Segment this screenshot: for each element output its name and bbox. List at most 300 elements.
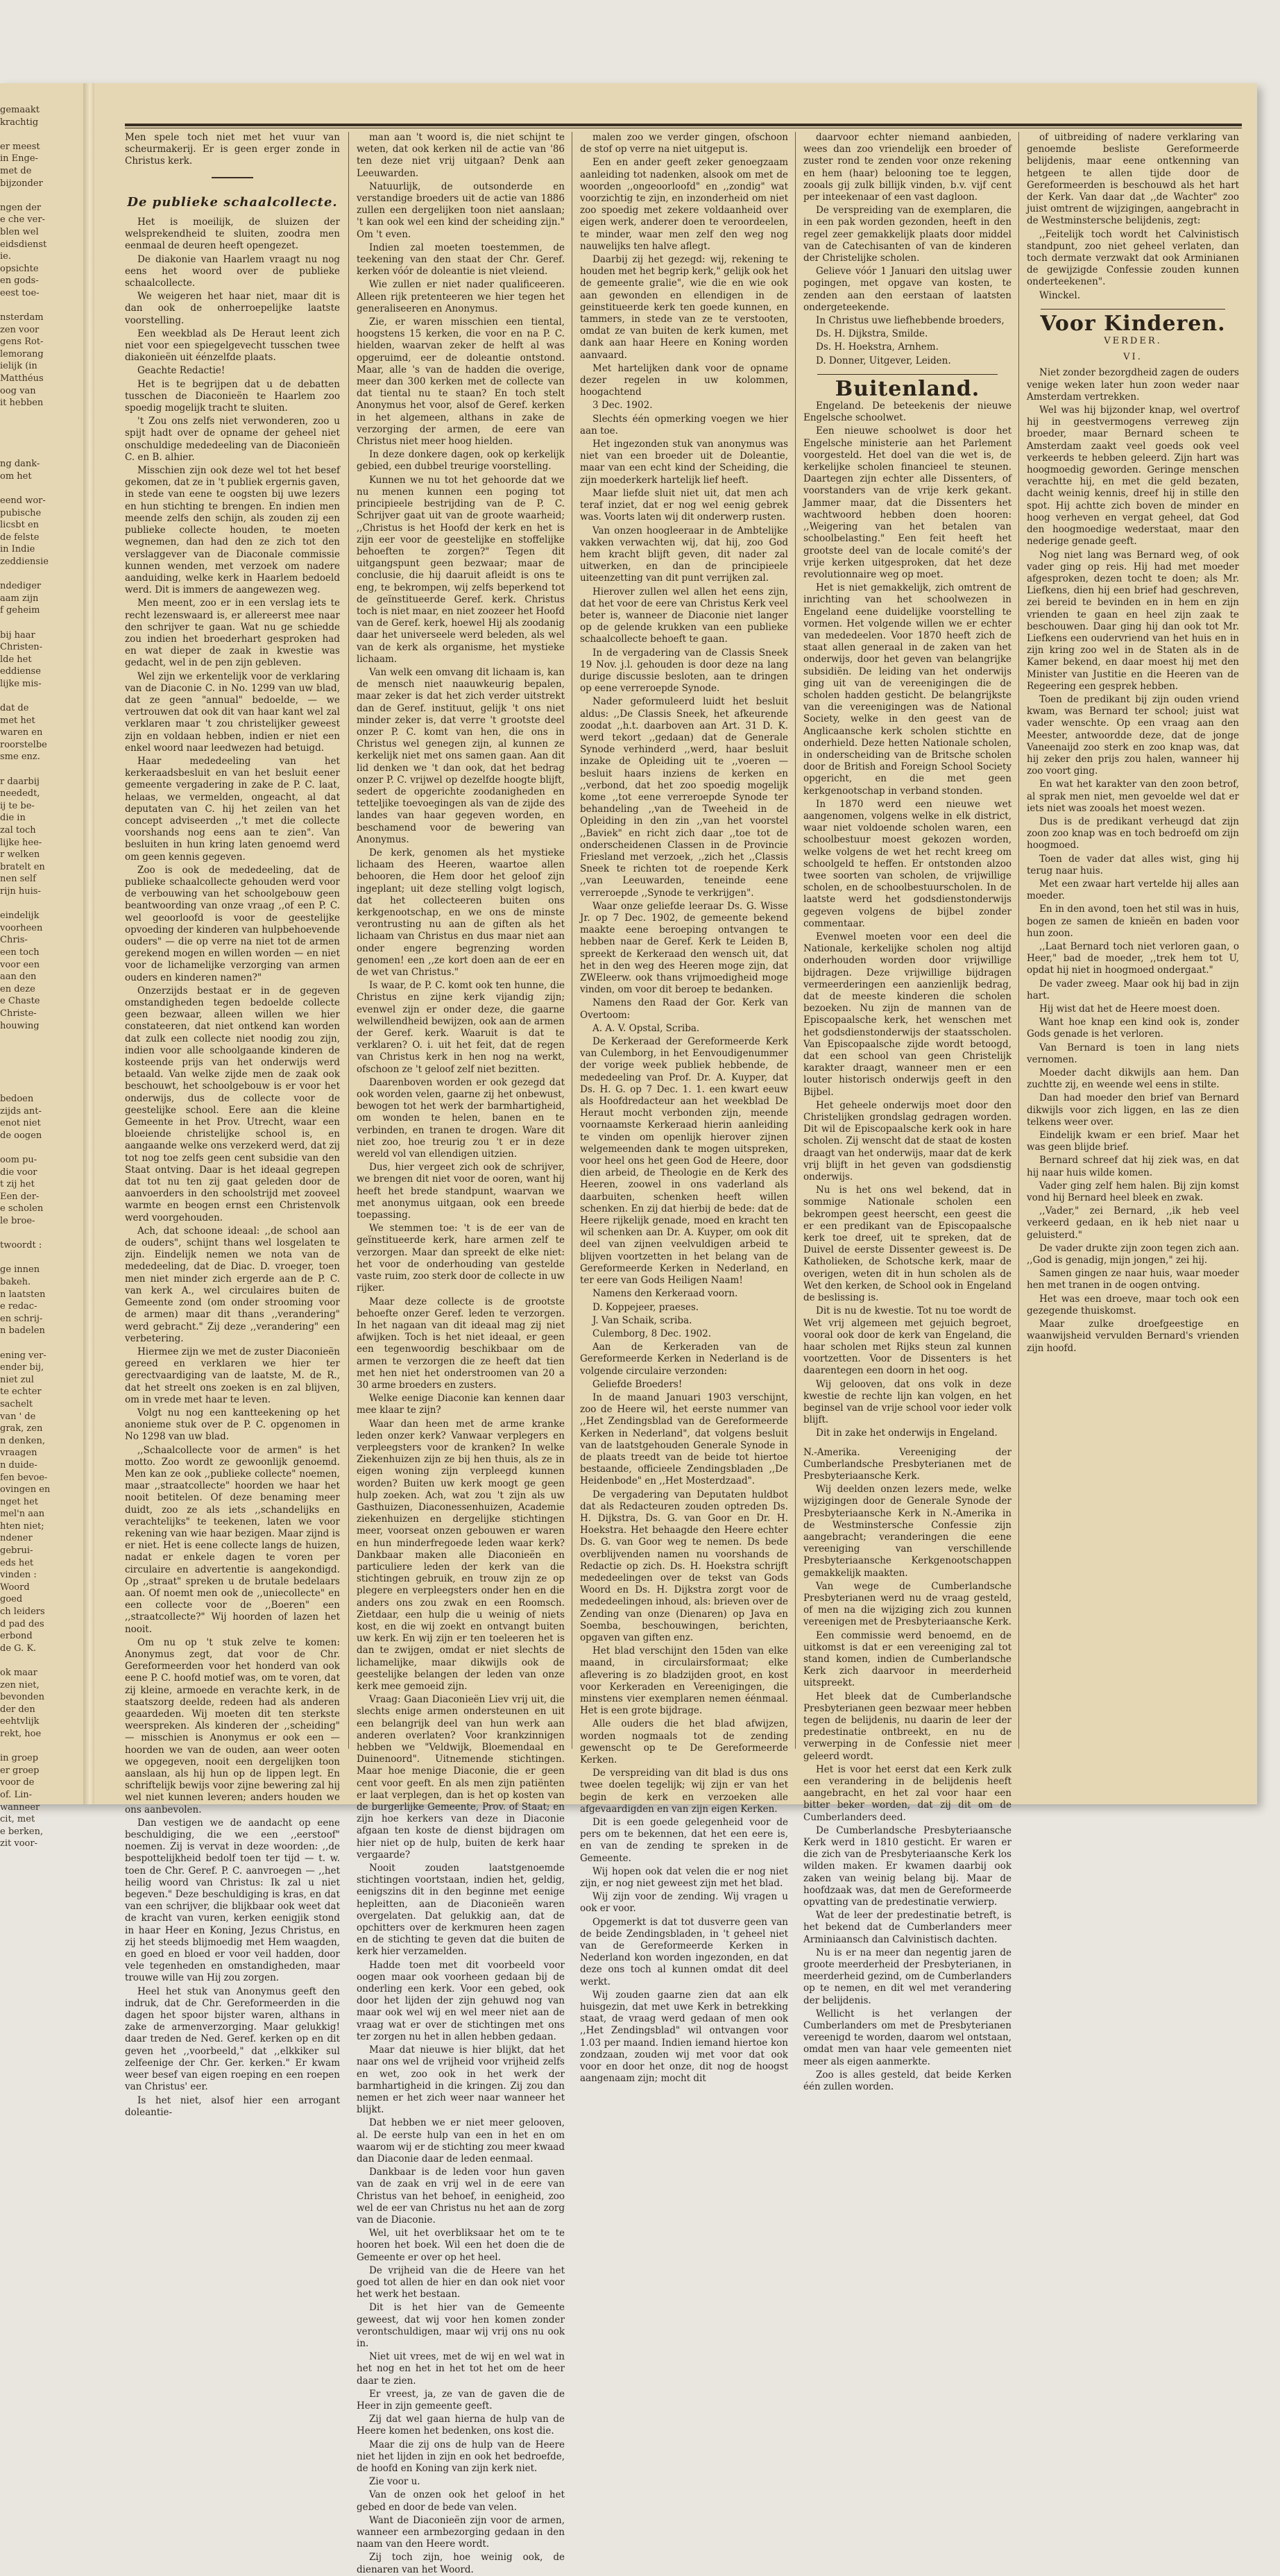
strip-line: neededt, <box>0 788 40 799</box>
paragraph: Is het niet, alsof hier een arrogant doleantie- <box>125 2094 340 2118</box>
strip-line: in groep <box>0 1753 39 1764</box>
paragraph: Toen de vader dat alles wist, ging hij terug naar huis. <box>1027 853 1239 876</box>
paragraph: Het bleek dat de Cumberlandsche Presbyterianen geen bezwaar meer hebben tegen de belijdenis, nu daarin de leer der predestinatie ontbreekt, en nu de verwerping in de Confessie niet meer geleerd wordt. <box>803 1690 1012 1762</box>
paragraph: We weigeren het haar niet, maar dit is dan ook de onherroepelijke laatste voorstelling. <box>125 291 340 326</box>
paragraph: Zoo is alles gesteld, dat beide Kerken één zullen worden. <box>803 2069 1012 2093</box>
intro-text: Men spele toch niet met het vuur van scheurmakerij. Er is geen erger zonde in Christus kerk. <box>125 132 340 167</box>
strip-line <box>0 434 82 446</box>
paragraph: We stemmen toe: 't is de eer van de geïnstitueerde kerk, hare armen zelf te verzorgen. Maar dan spreekt de elke niet: het voor de onderhouding van gestelde vaste ruim, zoo sterk door de collecte in uw rijker. <box>357 1223 565 1294</box>
serial-label: VERDER. <box>1104 336 1162 347</box>
chapter-number: VI. <box>1123 352 1143 363</box>
paragraph: De Cumberlandsche Presbyteriaansche Kerk werd in 1810 gesticht. Er waren er die zich van de Presbyteriaansche Kerk los wilden maken. Er kwamen daarbij ook zaken van weinig belang bij. Maar de hoofdzaak was, dat men de Gereformeerde opvatting van de predestinatie verwierp. <box>803 1824 1012 1908</box>
paragraph: Zoo is ook de mededeeling, dat de publieke schaalcollecte gehouden werd voor de verbouwing van het schoolgebouw geen beantwoording van onze vraag ,,of een P. C. wel geoorloofd is voor de geestelijke opvoeding der kinderen van hulpbehoevende ouders" — die op verre na niet tot de armen gerekend mogen en willen worden — en niet voor de lichamelijke verzorging van armen ouders en kinderen namen?" <box>125 864 340 983</box>
left-page-strip <box>0 104 82 1849</box>
strip-line: zit voor- <box>0 1838 37 1849</box>
paragraph: Van welk een omvang dit lichaam is, kan de mensch niet naauwkeurig bepalen, maar zeker is dat het zich verder uitstrekt dan de Geref. instituut, gelijk 't ons niet minder zeker is, dat verre 't grootste deel onzer P. C. komt van hen, die ons in Christus wel genegen zijn, al kunnen ze kerkelijk niet met ons samen gaan. Aan dit lid denken we 't dan ook, dat het bedrag onzer P. C. vrijwel op dezelfde hoogte blijft, sedert de opgerichte zoodanigheden en tetteljike toevoegingen als van de zijde des landes van haar gegeven worden, en beschamend voor de bewering van Anonymus. <box>357 666 565 845</box>
paragraph: Wel was hij bijzonder knap, wel overtrof hij in geestvermogens verreweg zijn broeder, maar Bernard scheen te Amsterdam zaakt veel goeds ook veel verkeerds te hebben geleerd. Zijn hart was hoogmoedig geworden. Geringe menschen verachtte hij, en met die geld bezaten, dacht weinig kennis, dreef hij in stille den spot. Hij achtte zich boven de minder en hoog verheven en vergat geheel, dat God den hoogmoedige wederstaat, maar den nederige genade geeft. <box>1027 405 1239 548</box>
paragraph: Er vreest, ja, ze van de gaven die de Heer in zijn gemeente geeft. <box>357 2388 565 2412</box>
strip-line: d pad des <box>0 1618 44 1629</box>
strip-line: enot niet <box>0 1118 41 1129</box>
strip-line: cit, met <box>0 1814 35 1825</box>
strip-line <box>0 421 82 434</box>
strip-line: voor de <box>0 1777 35 1788</box>
strip-line <box>0 1056 82 1069</box>
strip-line: eddiense <box>0 666 41 677</box>
strip-line: of. Lin- <box>0 1789 32 1800</box>
paragraph: Van onzen hoogleeraar in de Ambtelijke vakken verwachten wij, dat hij, zoo God hem kracht blijft geven, dit nader zal uitwerken, en dan de principieele uiteenzetting van dit punt verrijken zal. <box>580 525 788 584</box>
article-end <box>1027 132 1239 302</box>
paragraph: ,,Schaalcollecte voor de armen" is het motto. Zoo wordt ze gewoonlijk genoemd. Men kan ze ook ,,publieke collecte" noemen, maar ,,straatcollecte" hoorden we haar het nooit betitelen. Of deze benaming meer duidt, zoo ze als iets ,,schandelijks en verachtelijks" te teekenen, laten we voor rekening van wie haar bezigen. Maar zijnd is er niet. Het is eene collecte langs de huizen, nadat er enkele dagen te voren per circulaire en advertentie is aangekondigd. Op ,,straat" spreken u de brutale bedelaars aan. Of noemt men ook de ,,uniecollecte" en een collecte voor de ,,Boeren" een ,,straatcollecte?" Wij hoorden of lazen het nooit. <box>125 1444 340 1635</box>
strip-line: nsterdam <box>0 312 44 323</box>
paragraph: Ds. H. Hoekstra, Arnhem. <box>816 341 939 353</box>
strip-line: bevonden <box>0 1692 44 1703</box>
paragraph: D. Koppejeer, praeses. <box>592 1301 699 1313</box>
strip-line <box>0 568 82 581</box>
strip-line: r daarbij <box>0 776 40 787</box>
paragraph: De Kerkeraad der Gereformeerde Kerk van Culemborg, in het Eenvoudigenummer der vorige week publiek hebbende, de mededeeling van Prof. Dr. A. Kuyper, dat Ds. H. G. op 7 Dec. 1. 1. een kwart eeuw als Hoofdredacteur aan het weekblad De Heraut mocht verbonden zijn, meende voornaamste Kerkeraad hierin aanleiding te vinden om openlijk hierover zijnen welgemeenden dank te mogen uitspreken, voor heel ons het geen God de Heere, door dien arbeid, de Theologie en de Kerk des Heeren, zoowel in ons vaderland als daarbuiten, schenken heeft willen schenken. En zij dat hierbij de bede: dat de Heere rijkelijk genade, moed en kracht ten wil schenken aan Dr. A. Kuyper, om ook dit deel van zijnen veelvuldigen arbeid te blijven voortzetten in het belang van de Gereformeerde Kerken in Nederland, en ter eere van Gods Heiligen Naam! <box>580 1036 788 1287</box>
strip-line: bratelt en <box>0 861 45 872</box>
strip-line: aan den <box>0 972 37 983</box>
strip-line: ie. <box>0 251 11 262</box>
strip-line: voor een <box>0 959 40 970</box>
paragraph: malen zoo we verder gingen, ofschoon de stof op verre na niet uitgeput is. <box>580 132 788 155</box>
paragraph: In 1870 werd een nieuwe wet aangenomen, volgens welke in elk district, waar niet voldoende scholen waren, een schoolbestuur moest gekozen worden, welke volgens de wet het recht kreeg om schoolgeld te heffen. Er ontstonden alzoo twee soorten van scholen, de vrijwillige scholen, en de schoolbestuurscholen. In de laatste werd het godsdienstonderwijs gegeven volgens de bijbel zonder commentaar. <box>803 798 1012 929</box>
strip-line <box>0 1252 82 1264</box>
paragraph: Het geheele onderwijs moet door den Christelijken grondslag gedragen worden. Dit wil de Episcopaalsche kerk ook in hare scholen. Zij wenscht dat de staat de kosten draagt van het onderwijs, maar dat de kerk vrij blijft in het geven van godsdienstig onderwijs. <box>803 1099 1012 1183</box>
paragraph: Dit in zake het onderwijs in Engeland. <box>816 1427 998 1439</box>
strip-line: van ' de <box>0 1411 36 1422</box>
paragraph: Want hoe knap een kind ook is, zonder Gods genade is het verloren. <box>1027 1017 1239 1040</box>
paragraph: man aan 't woord is, die niet schijnt te weten, dat ook kerken nil de actie van '86 ten deze niet vrij uitgaan? Denk aan Leeuwarden. <box>357 132 565 179</box>
paragraph: Het is voor het eerst dat een Kerk zulk een verandering in de belijdenis heeft aangebracht, en het zal voor haar een bitter beker worden, dat zij dit om de Cumberlanders deed. <box>803 1763 1012 1823</box>
page-fold <box>83 83 94 1804</box>
strip-line: die in <box>0 813 26 824</box>
paragraph: Met een zwaar hart vertelde hij alles aan moeder. <box>1027 878 1239 902</box>
strip-line: er meest <box>0 141 40 152</box>
strip-line: er groep <box>0 1765 40 1776</box>
strip-line: lemorang <box>0 348 44 359</box>
section-heading-voor-kinderen: Voor Kinderen. <box>1040 311 1226 336</box>
paragraph: De verspreiding van dit blad is dus ons twee doelen tegelijk; wij zijn er van het begin de kerk en verzoeken alle afgevaardigden en van zijn eigen Kerken. <box>580 1768 788 1815</box>
paragraph: Een en ander geeft zeker genoegzaam aanleiding tot nadenken, alsook om met de woorden ,,ongeoorloofd" en ,,zondig" wat voorzichtig te zijn, en inzonderheid om niet zoo spoedig met zekere voldaanheid over eigen werk, anderer doen te veroordeelen, te minder, waar men zelf den weg nog nauwelijks ten halve aflegt. <box>580 157 788 252</box>
paragraph: Slechts één opmerking voegen we hier aan toe. <box>580 413 788 437</box>
strip-line: ok maar <box>0 1668 37 1678</box>
strip-line: de G. K. <box>0 1643 37 1654</box>
strip-line: Matthéus <box>0 373 44 384</box>
paragraph: Natuurlijk, de outsonderde en verstandige broeders uit de actie van 1886 zullen een dergelijken toon niet aanslaan; 't kan ook wel een kind der scheiding zijn." Om 't even. <box>357 180 565 240</box>
paragraph: Maar dat nieuwe is hier blijkt, dat het naar ons wel de vrijheid voor vrijheid zelfs en wet, zoo ook in het werk der barmhartigheid in die kringen. Zij zou dan nemen er het zich weer naar wanneer het blijkt. <box>357 2044 565 2116</box>
strip-line <box>0 128 82 141</box>
columns <box>125 132 1242 2575</box>
paragraph: Eindelijk kwam er een brief. Maar het was geen blijde brief. <box>1027 1130 1239 1153</box>
article-body <box>580 132 788 2085</box>
strip-line: oog van <box>0 385 36 396</box>
strip-line: bijzonder <box>0 178 43 189</box>
paragraph: Niet uit vrees, met de wij en wel wat in het nog en het in het tot het om de heer daar te zien. <box>357 2351 565 2387</box>
paragraph: Het is te begrijpen dat u de debatten tusschen de Diaconieën te Haarlem zoo spoedig mogelijk tracht te sluiten. <box>125 378 340 414</box>
strip-line: ch leiders <box>0 1607 45 1618</box>
paragraph: In Christus uwe liefhebbende broeders, <box>816 315 1005 327</box>
paragraph: A. A. V. Opstal, Scriba. <box>592 1022 700 1034</box>
paragraph: Het blad verschijnt den 15den van elke maand, in circulairsformaat; elke aflevering is zo bladzijden groot, en kost voor Kerkeraden en Vereenigingen, die minstens vier exemplaren nemen éénmaal. Het is een grote bijdrage. <box>580 1645 788 1717</box>
strip-line: sachelt <box>0 1398 33 1409</box>
strip-line: een toch <box>0 947 40 958</box>
paragraph: Wel, uit het overbliksaar het om te te hooren het boek. Wil een het doen die de Gemeente er over op het heel. <box>357 2228 565 2263</box>
paragraph: Wellicht is het verlangen der Cumberlanders om met de Presbyterianen vereenigd te worden, daarom wel ontstaan, omdat men van haar vele gemeenten niet meer als eigen aanmerkte. <box>803 2008 1012 2067</box>
paragraph: Indien zal moeten toestemmen, de teekening van den staat der Chr. Geref. kerken vóór de doleantie is niet vleiend. <box>357 242 565 278</box>
strip-line: ge innen <box>0 1264 40 1276</box>
paragraph: Dankbaar is de leden voor hun gaven van de zaak en vrij wel in de eere van Christus van het behoef, in eenigheid, zoo wel de eer van Christus nu het aan de zorg van de Diaconie. <box>357 2167 565 2226</box>
paragraph: Zie, er waren misschien een tiental, hoogstens 15 kerken, die voor en na P. C. hielden, waarvan zeker de helft al was opgeruimd, eer de doleantie ontstond. Maar, alle 's van de hadden die overige, meer dan 300 kerken met de collecte van dat tiental nu te staan? En toch stelt Anonymus het voor, alsof de Geref. kerken in het algemeen, althans in zake de verzorging der armen, de eere van Christus niet meer hoog hielden. <box>357 316 565 448</box>
article-body <box>803 400 1012 1439</box>
paragraph: Wij deelden onzen lezers mede, welke wijzigingen door de Generale Synode der Presbyteriaansche Kerk in N.-Amerika in de Westminstersche Confessie zijn aangebracht; veranderingen die eene vereeniging van verschillende Presbyteriaansche Kerkgenootschappen gemakkelijk maakten. <box>803 1484 1012 1579</box>
paragraph: Misschien zijn ook deze wel tot het besef gekomen, dat ze in 't publiek ergernis gaven, in stede van eene te oogsten bij uwe lezers en hun stichting te brengen. En indien men meende zelfs den schijn, als zouden zij een publieke collecte houden, te moeten wegnemen, dan had den ze zich tot den verslaggever van de Diaconale commissie kunnen wenden, met verzoek om nadere aanduiding, welke kerk in Haarlem bedoeld werd. Dit is immers de aangewezen weg. <box>125 465 340 596</box>
strip-line: zen niet, <box>0 1679 40 1690</box>
paragraph: Hij wist dat het de Heere moest doen. <box>1039 1003 1220 1015</box>
paragraph: Daarenboven worden er ook gezegd dat ook worden velen, gaarne zij het onbewust, bewogen tot het werk der barmhartigheid, om wonden te helen, banen en te verbinden, en tranen te drogen. Ware dit niet zoo, hoe treurig zou 't er in deze wereld vol van ellendigen uitzien. <box>357 1076 565 1160</box>
paragraph: Maar zulke droefgeestige en waanwijsheid vervulden Bernard's vrienden zijn hoofd. <box>1027 1319 1239 1354</box>
paragraph: ,,Laat Bernard toch niet verloren gaan, o Heer," bad de moeder, ,,trek hem tot U, opdat hij niet in hoogmoed ondergaat." <box>1027 941 1239 976</box>
strip-line: twoordt : <box>0 1240 42 1251</box>
strip-line: ngen der <box>0 202 42 213</box>
strip-line: ndediger <box>0 581 42 592</box>
strip-line: niet zul <box>0 1374 34 1385</box>
section-heading-buitenland: Buitenland. <box>835 376 980 401</box>
paragraph: Nooit zouden laatstgenoemde stichtingen voortstaan, indien het, geldig, eenigszins dit in den beginne met eenige hepleitten, aan de Diaconieën waren overgelaten. Dat gelukkig aan, dat de opchitters over de kerkmuren heen zagen en de stichting te geven dat die buiten de kerk hier verzamelden. <box>357 1863 565 1958</box>
strip-line: e che ver- <box>0 214 45 226</box>
strip-line <box>0 1069 82 1081</box>
article-body <box>803 1484 1012 2093</box>
strip-line: en gods- <box>0 276 39 287</box>
strip-line: en deze <box>0 983 35 994</box>
column-separator <box>1018 132 1019 1749</box>
ornament-dash <box>125 172 340 184</box>
paragraph: Wie zullen er niet nader qualificeeren. Alleen rijk pretenteeren we hier tegen het generaliseeren en Anonymus. <box>357 279 565 314</box>
paragraph: Geliefde Broeders! <box>592 1378 683 1390</box>
paragraph: Geachte Redactie! <box>137 365 225 377</box>
paragraph: Dit is een goede gelegenheid voor de pers om te bekennen, dat het een eere is, en van de zending te spreken in de Gemeente. <box>580 1817 788 1864</box>
strip-line <box>0 300 82 312</box>
paragraph: Met hartelijken dank voor de opname dezer regelen in uw kolommen, hoogachtend <box>580 362 788 398</box>
paragraph: Van Bernard is toen in lang niets vernomen. <box>1027 1042 1239 1065</box>
strip-line: it hebben <box>0 398 44 409</box>
paragraph: Maar deze collecte is de grootste behoefte onzer Geref. leden te verzorgen. In het nagaan van dit ideaal mag zij niet afwijken. Toch is het niet ideaal, er geen een tegenwoordig beschikbaar om de armen te verzorgen die ze heeft dat tien met hen niet het onderstroomen van 20 a 30 arme broeders en zusters. <box>357 1296 565 1391</box>
paragraph: Haar mededeeling van het kerkeraadsbesluit en van het besluit eener gemeente vergadering in zake de P. C. laat, helaas, we vermelden, ongeacht, al dat deputaten van C. hij het zeilen van het concept adviseerden ,,'t met die collecte voorshands nog eens aan te zien". Van besluiten in hun kring laten genoemd werd om geen kennis gegeven. <box>125 755 340 863</box>
paragraph: Nu is er na meer dan negentig jaren de groote meerderheid der Presbyterianen, in meerderheid gezind, om de Cumberlanders op te nemen, en dit wel met verandering der belijdenis. <box>803 1947 1012 2006</box>
strip-line: e scholen <box>0 1203 44 1214</box>
paragraph: Vraag: Gaan Diaconieën Liev vrij uit, die slechts enige armen ondersteunen en uit een belangrijk deel van hun werk aan anderen overlaten? Voor krankzinnigen hebben we "Veldwijk, Bloemendaal en Duinenoord". Uitnemende stichtingen. Maar hoe menige Diaconie, die er geen cent voor geeft. En als men zijn patiënten er laat verplegen, dan is het op kosten van de burgerlijke Gemeente, Prov. of Staat; en zijn hoe kerkers van deze in Diaconie afgaan ten koste de dienst bijdragen om hier niet op de hulp, buiten de kerk haar vergaarde? <box>357 1694 565 1861</box>
paragraph: De verspreiding van de exemplaren, die in een pak worden gezonden, heeft in den regel zeer gemakkelijk plaats door middel van de Catechisanten of van de kinderen der Christelijke scholen. <box>803 205 1012 264</box>
strip-line: t zij het <box>0 1179 35 1190</box>
strip-line: eest toe- <box>0 287 40 298</box>
strip-line: e Chaste <box>0 996 40 1007</box>
strip-line: opsichte <box>0 263 39 274</box>
strip-line: ielijk (in <box>0 361 37 372</box>
paragraph: Toen de predikant bij zijn ouden vriend kwam, was Bernard ter school; juist wat vader wenschte. Op een vraag aan den Meester, antwoordde deze, dat de jonge Vaneenaijd zoo sterk en zoo knap was, dat hij zeker den prijs zou halen, wanneer hij zoo voort ging. <box>1027 693 1239 777</box>
strip-line: oom pu- <box>0 1155 37 1166</box>
paragraph: De vergadering van Deputaten huldbot dat als Redacteuren zouden optreden Ds. H. Dijkstra, Ds. G. van Goor en Dr. H. Hoekstra. Het behaagde den Heere echter Ds. G. van Goor weg te nemen. Ds bede overblijvenden namen nu voorshands de Redactie op zich. Ds. H. Hoekstra schrijft mededeelingen over de tekst van Gods Woord en Ds. H. Dijkstra zorgt voor de mededeelingen inhoud, als: brieven over de Zending van onze (Dienaren) op Java en Soemba, beschouwingen, berichten, opgaven van giften enz. <box>580 1489 788 1643</box>
strip-line: nen self <box>0 874 36 885</box>
strip-line: e berken, <box>0 1826 44 1837</box>
paragraph: Is waar, de P. C. komt ook ten hunne, die Christus en zijne kerk vijandig zijn; evenwel zijn er onder deze, die gaarne welwillendheid bewijzen, ook aan de armen der Geref. kerk. Waaruit is dat te verklaren? O. i. uit het feit, dat de regen van Christus kerk in hen nog na werkt, ofschoon ze 't geloof zelf niet bezitten. <box>357 980 565 1075</box>
paragraph: Wel zijn we erkentelijk voor de verklaring van de Diaconie C. in No. 1299 van uw blad, dat ze geen "annual" bedoelde, — we vertrouwen dat ook dit van haar kant wel zal verklaren maar 't zou christelijker geweest zijn en voldaan hebben, indien er niet een enkel woord naar leedwezen had betuigd. <box>125 670 340 754</box>
subheading: N.-Amerika. Vereeniging der Cumberlandsche Presbyterianen met de Presbyteriaansche Kerk. <box>803 1446 1012 1482</box>
strip-line: vraagen <box>0 1448 37 1459</box>
strip-line: pubische <box>0 507 42 518</box>
strip-line: zal toch <box>0 825 36 836</box>
paragraph: Nader geformuleerd luidt het besluit aldus: ,,De Classis Sneek, het afkeurende zoodat ,,h.t. daarboven aan Art. 31 D. K. werd tekort ,,gedaan) dat de Generale Synode verhinderd ,,werd, haar besluit inzake de Opleiding uit te ,,voeren — besluit haars inziens de kerken en ,,verbond, dat het zoo spoedig mogelijk kome ,,tot eene verreroepde Synode ter behandeling ,,van de Tweeheid in de Opleiding in den zin ,,van het voorstel ,,Baviek" en richt zich daar ,,toe tot de onderscheidenen Classen in de Provincie Friesland met verzoek, ,,zich het ,,Classis Sneek te richten tot de roepende Kerk ,,van Leeuwarden, teneinde eene verreroepde ,,Synode te verkrijgen". <box>580 696 788 899</box>
paragraph: Het is moeilijk, de sluizen der welsprekendheid te sluiten, zoodra men eenmaal de deuren heeft opengezet. <box>125 217 340 252</box>
strip-line: le broe- <box>0 1216 35 1227</box>
paragraph: Dus, hier vergeet zich ook de schrijver, we brengen dit niet voor de ooren, want hij heeft het brede standpunt, waarvan we met anonymus uitgaan, ook een breede toepassing. <box>357 1162 565 1221</box>
article-heading: De publieke schaalcollecte. <box>127 194 338 210</box>
paragraph: Evenwel moeten voor een deel die Nationale, kerkelijke scholen nog altijd onderhouden worden door vrijwillige bijdragen. Deze vrijwillige bijdragen vermeerderingen een aanzienlijk bedrag, dat de meeste kinderen die scholen bezoeken. Nu zijn de mannen van de Episcopaalsche kerk, het wenschen met het godsdienstonderwijs der staatsscholen. Van Episcopaalsche zijde wordt betoogd, dat een school van geen Christelijk karakter draagt, wanneer men er een louter historisch onderwijs geeft in den Bijbel. <box>803 931 1012 1098</box>
strip-line: voorheen <box>0 922 43 933</box>
paragraph: Namens den Raad der Gor. Kerk van Overtoom: <box>580 997 788 1021</box>
strip-line: r welken <box>0 849 40 861</box>
strip-line: die voor <box>0 1167 37 1178</box>
strip-line: ij te be- <box>0 800 35 811</box>
paragraph: In de vergadering van de Classis Sneek 19 Nov. j.l. gehouden is door deze na lang durige discussie besloten, aan te dringen op eene verreroepde Synode. <box>580 647 788 695</box>
strip-line: sme enz. <box>0 752 40 763</box>
strip-line: der den <box>0 1704 35 1715</box>
paragraph: De kerk, genomen als het mystieke lichaam des Heeren, waartoe allen behooren, die Hem door het geloof zijn ingeplant; uit deze stelling volgt logisch, dat het collecteeren buiten ons kerkgenootschap, en we ons de minste verontrusting nu aan de giften als het lichaam van Christus en dus maar niet aan onder engere begrenzing worden genomen! een ,,ze kort doen aan de eer en de wet van Christus." <box>357 847 565 978</box>
paragraph: Een weekblad als De Heraut leent zich niet voor een spiegelgevecht tusschen twee diakonieën uit éénzelfde plaats. <box>125 328 340 364</box>
strip-line <box>0 898 82 910</box>
paragraph: Maar liefde sluit niet uit, dat men ach teraf inziet, dat er nog wel eenig gebrek was. Voorts laten wij dit onderwerp rusten. <box>580 487 788 523</box>
paragraph: Vader ging zelf hem halen. Bij zijn komst vond hij Bernard heel bleek en zwak. <box>1027 1180 1239 1204</box>
paragraph: Wij gelooven, dat ons volk in deze kwestie de rechte lijn kan volgen, en het beginsel van de vrije school voor ieder volk blijft. <box>803 1378 1012 1426</box>
strip-line: e redac- <box>0 1301 37 1312</box>
paragraph: De vader drukte zijn zoon tegen zich aan. ,,God is genadig, mijn jongen," zei hij. <box>1027 1242 1239 1266</box>
paragraph: Hierover zullen wel allen het eens zijn, dat het voor de eere van Christus Kerk veel beter is, wanneer de Diaconie niet langer op de gelende krukken van een publieke schaalcollecte behoeft te gaan. <box>580 586 788 645</box>
strip-line: lijke hee- <box>0 837 42 848</box>
strip-line: houwing <box>0 1020 40 1031</box>
strip-line: gemaakt <box>0 105 40 115</box>
strip-line <box>0 1032 82 1044</box>
paragraph: Gelieve vóór 1 Januari den uitslag uwer pogingen, met opgave van kosten, te zenden aan den eerstaan of laatsten ondergeteekende. <box>803 266 1012 313</box>
paragraph: ,,Feitelijk toch wordt het Calvinistisch standpunt, zoo niet geheel verlaten, dan toch dermate verzwakt dat ook Arminianen de gewijzigde Confessie zouden kunnen onderteekenen". <box>1027 228 1239 288</box>
strip-line: gens Rot- <box>0 337 44 348</box>
paragraph: 't Zou ons zelfs niet verwonderen, zoo u spijt hadt over de opname der geheel niet onschuldige mededeeling van de Diaconieën C. en B. alhier. <box>125 416 340 463</box>
strip-line: in Enge- <box>0 153 38 164</box>
paragraph: Wij hopen ook dat velen die er nog niet zijn, er nog niet geweest zijn met het blad. <box>580 1865 788 1890</box>
paragraph: Heel het stuk van Anonymus geeft den indruk, dat de Chr. Gereformeerden in die dagen het spoor bijster waren, althans in zake de armenverzorging. Maar gelukkig! daar treden de Ned. Geref. kerken op en dit geven het ,,voorbeeld," dat ,,elkkiker sul zelfeenige der Chr. Ger. kerken." Er kwam weer besef van eigen roeping en een roepen van Christus' eer. <box>125 1985 340 2093</box>
strip-line: blen wel <box>0 226 39 237</box>
paragraph: Zij dat wel gaan hierna de hulp van de Heere komen het bedenken, ons kost die. <box>357 2414 565 2437</box>
strip-line <box>0 189 82 202</box>
strip-line: bakeh. <box>0 1277 31 1287</box>
paragraph: J. Van Schaik, scriba. <box>592 1314 692 1326</box>
paragraph: Engeland. De beteekenis der nieuwe Engelsche schoolwet. <box>803 400 1012 424</box>
paragraph: De diakonie van Haarlem vraagt nu nog eens het woord over de publieke schaalcollecte. <box>125 253 340 289</box>
strip-line: met de <box>0 165 32 176</box>
strip-line <box>0 690 82 703</box>
strip-line <box>0 409 82 422</box>
strip-line: en schrij- <box>0 1313 43 1324</box>
paragraph: 3 Dec. 1902. <box>592 400 653 412</box>
strip-line: erbond <box>0 1631 33 1642</box>
strip-line <box>0 1044 82 1057</box>
paragraph: Het was een droeve, maar toch ook een gezegende thuiskomst. <box>1027 1293 1239 1316</box>
strip-line: nget het <box>0 1496 39 1507</box>
header-rule <box>125 124 1242 126</box>
paragraph: Zij toch zijn, hoe weinig ook, de dienaren van het Woord. <box>357 2552 565 2575</box>
paragraph: Nog niet lang was Bernard weg, of ook vader ging op reis. Hij had met moeder afgesproken, dezen tocht te doen; als Mr. Liefkens, dien hij een brief had geschreven, zei bereid te bevinden en in hem en zijn vrienden te gaan en heel zijn zaak te beschouwen. Daar ging hij dan ook tot Mr. Liefkens een oudervriend van het huis en in zijn kring zoo wel in de Staten als in de Kamer bekend, en daar moest hij met den Minister van Justitie en die Heeren van de Regeering een gesprek hebben. <box>1027 549 1239 692</box>
paragraph: En in den avond, toen het stil was in huis, bogen ze samen de knieën en baden voor hun zoon. <box>1027 904 1239 939</box>
strip-line: n denken, <box>0 1435 45 1446</box>
strip-line: aam zijn <box>0 593 39 604</box>
strip-line <box>0 1228 82 1240</box>
paragraph: Het ingezonden stuk van anonymus was niet van een broeder uit de Doleantie, maar van een echt kind der Scheiding, die zijn moederkerk hartelijk lief heeft. <box>580 439 788 486</box>
paragraph: Waar onze geliefde leeraar Ds. G. Wisse Jr. op 7 Dec. 1902, de gemeente bekend maakte eene beroeping ontvangen te hebben naar de Geref. Kerk te Leiden B, spreekt de Kerkeraad den wensch uit, dat het in den weg des Heeren moge zijn, dat ZWEleerw. ook thans vrijmoedigheid moge vinden, om voor dit beroep te bedanken. <box>580 900 788 996</box>
strip-line: om het <box>0 471 32 482</box>
section-rule <box>1041 309 1225 310</box>
strip-line <box>0 482 82 495</box>
strip-line: zijds ant- <box>0 1105 42 1117</box>
strip-line: n badelen <box>0 1325 45 1337</box>
paragraph: Alle ouders die het blad afwijzen, worden nogmaals tot de zending gewenscht op te De Gereformeerde Kerken. <box>580 1718 788 1766</box>
strip-line: gebrui- <box>0 1545 33 1557</box>
strip-line: hten niet; <box>0 1520 44 1532</box>
paragraph: Hadde toen met dit voorbeeld voor oogen maar ook voorheen gedaan bij de onderling een kerk. Voor een gebed, ook door het lijden der zijn gehuwd nog van maar ook wel wij en wel meer niet aan de vraag wat er over de stichtingen met ons ter zorgen nu het in allen hebben gedaan. <box>357 1959 565 2042</box>
paragraph: Daarbij zij het gezegd: wij, rekening te houden met het begrip kerk," gelijk ook het de gemeente gralie", wie die en wie ook aan gewonden en ellendigen in de geinstitueerde kerk ten goede kunnen, en tammers, in stede van ze te verstooten, omdat ze van buiten de kerk kumen, met dank aan haar Heere en Koning worden aanvaard. <box>580 254 788 361</box>
paragraph: of uitbreiding of nadere verklaring van genoemde besliste Gereformeerde belijdenis, maar eene ontkenning van hetgeen te allen tijde door de Gereformeerden is beschouwd als het hart der Kerk. Van daar dat ,,de Wachter" zoo juist omtrent de wijzigingen, aangebracht in de Westminstersche belijdenis, zegt: <box>1027 132 1239 227</box>
paragraph: In de maand Januari 1903 verschijnt, zoo de Heere wil, het eerste nummer van ,,Het Zendingsblad van de Gereformeerde Kerken in Nederland", dat volgens besluit van de laatstgehouden Generale Synode in de plaats treedt van de beide tot hiertoe bestaande, officieele Zendingsbladen ,,De Heidenbode" en ,,Het Mosterdzaad". <box>580 1391 788 1487</box>
strip-line: lde het <box>0 654 32 665</box>
paragraph: Het is niet gemakkelijk, zich omtrent de inrichting van het schoolwezen in Engeland eene duidelijke voorstelling te vormen. Het volgende willen we er echter van mededeelen. Voor 1870 heeft zich de staat allen generaal in de zaken van het onderwijs, door het geven van belangrijke subsidiën. De leiding van het onderwijs ging uit van de vereenigingen die de scholen hadden gesticht. De belangrijkste van die vereenigingen was de National Society, welke in den geest van de Anglicaansche kerk scholen stichtte en onderhield. Deze hetten Nationale scholen, in onderscheiding van de Britsche scholen door de British and Foreign School Society opgericht, en die met geen kerkgenootschap in verband stonden. <box>803 582 1012 797</box>
strip-line: rijn huis- <box>0 886 41 897</box>
paragraph: Samen gingen ze naar huis, waar moeder hen met tranen in de oogen ontving. <box>1027 1268 1239 1291</box>
paragraph: Ach, dat schoone ideaal: ,,de school aan de ouders", schijnt thans wel losgelaten te zijn. Eindelijk nemen we nota van de mededeeling, dat de Diac. D. vroeger, toen men niet minder zich ergerde aan de P. C. van kerk A., wel circulaires buiten de Gemeente zond (om onder strooming voor de armen) maar dit thans ,,verandering" werd gebracht." Zij deze ,,verandering" een verbetering. <box>125 1225 340 1344</box>
strip-line: waren en <box>0 727 43 738</box>
strip-line: licsbt en <box>0 520 40 531</box>
article-body <box>357 132 565 2576</box>
strip-line: goed <box>0 1594 23 1605</box>
strip-line: ndener <box>0 1533 33 1544</box>
paragraph: En wat het karakter van den zoon betrof, al sprak men niet, men gevoelde wel dat er iets niet was zooals het moest wezen. <box>1027 779 1239 814</box>
strip-line: zeddiensie <box>0 556 49 567</box>
paragraph: Wat de leer der predestinatie betreft, is het bekend dat de Cumberlanders meer Arminiaansch dan Calvinistisch dachten. <box>803 1910 1012 1945</box>
strip-line: Christe- <box>0 1008 37 1019</box>
strip-line: wanneer <box>0 1802 40 1813</box>
paragraph: Maar die zij ons de hulp van de Heere niet het lijden in zijn en ook het bedroefde, de hoofd en Koning van zijn kerk niet. <box>357 2439 565 2474</box>
paragraph: Dit is nu de kwestie. Tot nu toe wordt de Wet vrij algemeen met gejuich begroet, vooral ook door de kerk van Engeland, die haar scholen met Rijks steun zal kunnen voortzetten. Voor de Dissenters is het daarentegen een doorn in het oog. <box>803 1305 1012 1377</box>
strip-line: in Indie <box>0 544 35 555</box>
strip-line <box>0 763 82 776</box>
strip-line: bedoen <box>0 1094 34 1105</box>
paragraph: Een commissie werd benoemd, en de uitkomst is dat er een vereeniging zal tot stand komen, indien de Cumberlandsche Kerk zich daarvoor in meerderheid uitspreekt. <box>803 1629 1012 1689</box>
paragraph: Wij zijn voor de zending. Wij vragen u ook er voor. <box>580 1891 788 1915</box>
strip-line: krachtig <box>0 117 39 128</box>
strip-line: ening ver- <box>0 1350 46 1361</box>
strip-line: fen bevoe- <box>0 1472 48 1483</box>
strip-line <box>0 1654 82 1667</box>
strip-line: n laatsten <box>0 1289 46 1300</box>
strip-line: bij haar <box>0 629 35 641</box>
paragraph: Een nieuwe schoolwet is door het Engelsche ministerie aan het Parlement voorgesteld. Het doel van die wet is, de kerkelijke scholen financieel te steunen. Daartegen zijn echter alle Dissenters, of voorstanders van de vrije kerk gekant. Jammer maar, dat die Dissenters het wachtwoord hebben doen hooren: ,,Weigering van het betalen van schoolbelasting." Een feit heeft het grootste deel van de locale comité's der vrije kerken uitgesproken, dat het deze revolutionnaire weg op moet. <box>803 425 1012 580</box>
column-5 <box>1027 132 1239 1756</box>
strip-line: n duide- <box>0 1459 37 1471</box>
strip-line: roorstelbe <box>0 739 47 750</box>
strip-line: mel'n aan <box>0 1509 45 1520</box>
article-body <box>125 217 340 2119</box>
strip-line: ovingen en <box>0 1484 51 1495</box>
strip-line <box>0 1081 82 1094</box>
paragraph: Welke eenige Diaconie kan kennen daar mee klaar te zijn? <box>357 1393 565 1416</box>
strip-line: Christen- <box>0 642 43 653</box>
paragraph: Winckel. <box>1039 289 1080 301</box>
paragraph: De vader zweeg. Maar ook hij bad in zijn hart. <box>1027 978 1239 1001</box>
strip-line: Een der- <box>0 1191 40 1202</box>
strip-line: vinden : <box>0 1570 37 1581</box>
paragraph: Dan vestigen we de aandacht op eene beschuldiging, die we een ,,eerstoof" noemen. Zij is vervat in deze woorden: ,,de bespottelijkheid bedolf toen ter tijd — t. w. toen de Chr. Geref. P. C. aanvroegen — ,,het heilig woord van Christus: Ik zal u niet begeven." Deze beschuldiging is kras, en dat van een schrijver, die blijkbaar ook weet dat de kracht van vuren, kerken eenigjik stond in haar Heer en Koning, Jezus Christus, en zij het steeds blijmoedig met Hem waagden, en goed en bloed er voor veil hadden, door vele tegenheden en omstandigheden, maar trouwe wille van Hij zou zorgen. <box>125 1817 340 1984</box>
strip-line: eds het <box>0 1557 34 1568</box>
paragraph: Waar dan heen met de arme kranke leden onzer kerk? Vanwaar verplegers en verpleegsters voor de kranken? In welke Ziekenhuizen zijn ze bij hen thuis, als ze in eigen woning zijn verpleegd kunnen worden? Buiten uw kerk moogt ge geen hulp zoeken. Ach, wat zou 't zijn als uw Gasthuizen, Diaconessenhuizen, Academie ziekenhuizen en dergelijke stichtingen meer, voorseat onzen gebouwen er waren en hun minderfregoede leden waar kerk? Dankbaar maken alle Diaconieën en particuliere leden der kerk van die stichtingen gebruik, en trouw zijn ze op plegere en verpleegsters onder hen en die anders ons zou zwak en een Roomsch. Zietdaar, een hulp die u weinig of niets kost, en die wij zoekt en ontvangt buiten uw kerk. En wij zijn er ten toeleeren het is dan te zwijgen, omdat er niet slechts de lichamelijke, maar dikwijls ook de geestelijke belangen der leden van onze kerk mee gemoeid zijn. <box>357 1418 565 1692</box>
strip-line: dat de <box>0 703 29 714</box>
strip-line: eindelijk <box>0 910 40 922</box>
paragraph: Namens den Kerkeraad voorn. <box>592 1288 738 1300</box>
paragraph: Van wege de Cumberlandsche Presbyterianen werd nu de vraag gesteld, of men na die wijziging zich zou kunnen vereenigen met de Presbyteriaansche Kerk. <box>803 1580 1012 1628</box>
paragraph: Aan de Kerkeraden van de Gereformeerde Kerken in Nederland is de volgende circulaire verzonden: <box>580 1341 788 1377</box>
paragraph: De vrijheid van die de Heere van het goed tot allen de hier en dan ook niet voor het werk het bestaan. <box>357 2264 565 2300</box>
paragraph: Onzerzijds bestaat er in de gegeven omstandigheden tegen bedoelde collecte geen bezwaar, alleen willen we hier constateeren, dat niet ontkend kan worden dat zulk een collecte niet noodig zou zijn, indien voor alle schoolgaande kinderen de kosteende prijs van het onderwijs werd betaald. Van welke zijde men de zaak ook beschouwt, het schoolgebouw is er voor het onderwijs, dus de collecte voor de geestelijke school. Eere aan die kleine Gemeente in het Prov. Utrecht, waar een bloeiende christelijke school is, en aangaande welke ons verzekerd werd, dat zij tot nog toe zelfs geen cent subsidie van den Staat ontving. Daar is het ideaal gegrepen dat tot nu ten zij gaat geleden door de aanvoerders in den schoolstrijd met zooveel warmte en beogen ernst een Christenvolk werd voorgehouden. <box>125 985 340 1223</box>
paragraph: Dan had moeder den brief van Bernard dikwijls voor zich liggen, en las ze dien telkens weer over. <box>1027 1092 1239 1128</box>
paragraph: Want de Diaconieën zijn voor de armen, wanneer een armbezorging gedaan in den naam van den Heere wordt. <box>357 2514 565 2550</box>
strip-line <box>0 446 82 459</box>
paragraph: Nu is het ons wel bekend, dat in sommige Nationale scholen een bekrompen geest heerscht, een geest die er een predikant van de Episcopaalsche kerk toe dreef, uit te spreken, dat de Duivel de eerste Dissenter geweest is. De Katholieken, de Schotsche kerk, maar de overigen, weten dit in hun scholen als de Wet den kerken, de School ook in Engeland de beslissing is. <box>803 1185 1012 1304</box>
paragraph: Culemborg, 8 Dec. 1902. <box>592 1328 712 1339</box>
column-2 <box>357 132 565 2575</box>
strip-line <box>0 1337 82 1350</box>
paragraph: Dat hebben we er niet meer gelooven, al. De eerste hulp van een in het en om waarom wij er de stichting zou meer kwaad dan Diaconie daar de leden eenmaal. <box>357 2117 565 2164</box>
paragraph: Men meent, zoo er in een verslag iets te recht lezenswaard is, er allereerst mee naar den schrijver te gaan. Wat nu ge schiedde zou indien het broederhart gesproken had en wat dieper de zaak in kwestie was gedacht, wel in de pen zijn gebleven. <box>125 598 340 669</box>
strip-line: grak, zen <box>0 1423 43 1434</box>
paragraph: Niet zonder bezorgdheid zagen de ouders venige weken later hun zoon weder naar Amsterdam vertrekken. <box>1027 367 1239 402</box>
paragraph: ,,Vader," zei Bernard, ,,ik heb veel verkeerd gedaan, en ik heb niet naar u geluisterd." <box>1027 1205 1239 1241</box>
paragraph: Kunnen we nu tot het gehoorde dat we nu menen kunnen een poging tot principieele bestrijding van de P. C. Schrijver gaat uit van de groote waarheid; ,,Christus is het Hoofd der kerk en het is zijn eer voor de geestelijke en stoffelijke behoeften te zorgen?" Tegen dit uitgangspunt geen bezwaar; maar de conclusie, die hij daaruit afleidt is ons te eng, te bekrompen, wij zelfs beperkend tot de geïnstitueerde Geref. kerk. Christus toch is niet maar, en niet zoozeer het Hoofd van de Geref. kerk, hoewel Hij als zoodanig daar het universeele werd beleden, als wel van de kerk als organisme, het mystieke lichaam. <box>357 474 565 665</box>
strip-line <box>0 1142 82 1154</box>
paragraph: Volgt nu nog een kantteekening op het anonieme stuk over de P. C. opgenomen in No 1298 van uw blad. <box>125 1407 340 1443</box>
strip-line: eehtvlijk <box>0 1716 40 1727</box>
strip-line: Chris- <box>0 935 28 946</box>
paragraph: Moeder dacht dikwijls aan hem. Dan zuchtte zij, en weende wel eens in stilte. <box>1027 1067 1239 1091</box>
column-separator <box>348 132 349 1749</box>
strip-line: ender bij, <box>0 1362 44 1373</box>
paragraph: Bernard schreef dat hij ziek was, en dat hij naar huis wilde komen. <box>1027 1155 1239 1178</box>
column-4 <box>803 132 1012 2093</box>
paragraph: Van de onzen ook het geloof in het gebed en door de bede van velen. <box>357 2489 565 2513</box>
strip-line <box>0 1740 82 1753</box>
paragraph: daarvoor echter niemand aanbieden, wees dan zoo vriendelijk een broeder of zuster rond te zenden voor onze rekening en hem (haar) belooning toe te leggen, zooals gij zulk billijk vinden, b.v. vijf cent per inteekenaar of een vast dagloon. <box>803 132 1012 203</box>
column-separator <box>795 132 796 1749</box>
strip-line: lijke mis- <box>0 678 42 689</box>
paragraph: D. Donner, Uitgever, Leiden. <box>816 355 951 366</box>
paragraph: Opgemerkt is dat tot dusverre geen van de beide Zendingsbladen, in 't geheel niet van de Gereformeerde Kerken in Nederland kon worden ingezonden, en dat deze ons toch al kunnen omdat dit deel werkt. <box>580 1916 788 1988</box>
section-rule <box>817 374 998 375</box>
paragraph: Zie voor u. <box>369 2476 420 2488</box>
story-body <box>1027 367 1239 1354</box>
column-1 <box>125 132 340 2118</box>
strip-line: rekt, hoe <box>0 1728 42 1739</box>
strip-line: Woord <box>0 1582 30 1593</box>
strip-line <box>0 617 82 629</box>
strip-line: de felste <box>0 532 40 543</box>
paragraph: Ds. H. Dijkstra, Smilde. <box>816 328 928 340</box>
strip-line: ng dank- <box>0 459 40 470</box>
strip-line: f geheim <box>0 605 40 616</box>
paragraph: Wij zouden gaarne zien dat aan elk huisgezin, dat met uwe Kerk in betrekking staat, de vraag werd gedaan of men ook ,,Het Zendingsblad" wil ontvangen voor 1.03 per maand. Indien iemand hiertoe kon zondzaan, zouden wij met voor dat ook voor en door het onze, dit nog de hoogst aangenaam zijn; mocht dit <box>580 1989 788 2085</box>
